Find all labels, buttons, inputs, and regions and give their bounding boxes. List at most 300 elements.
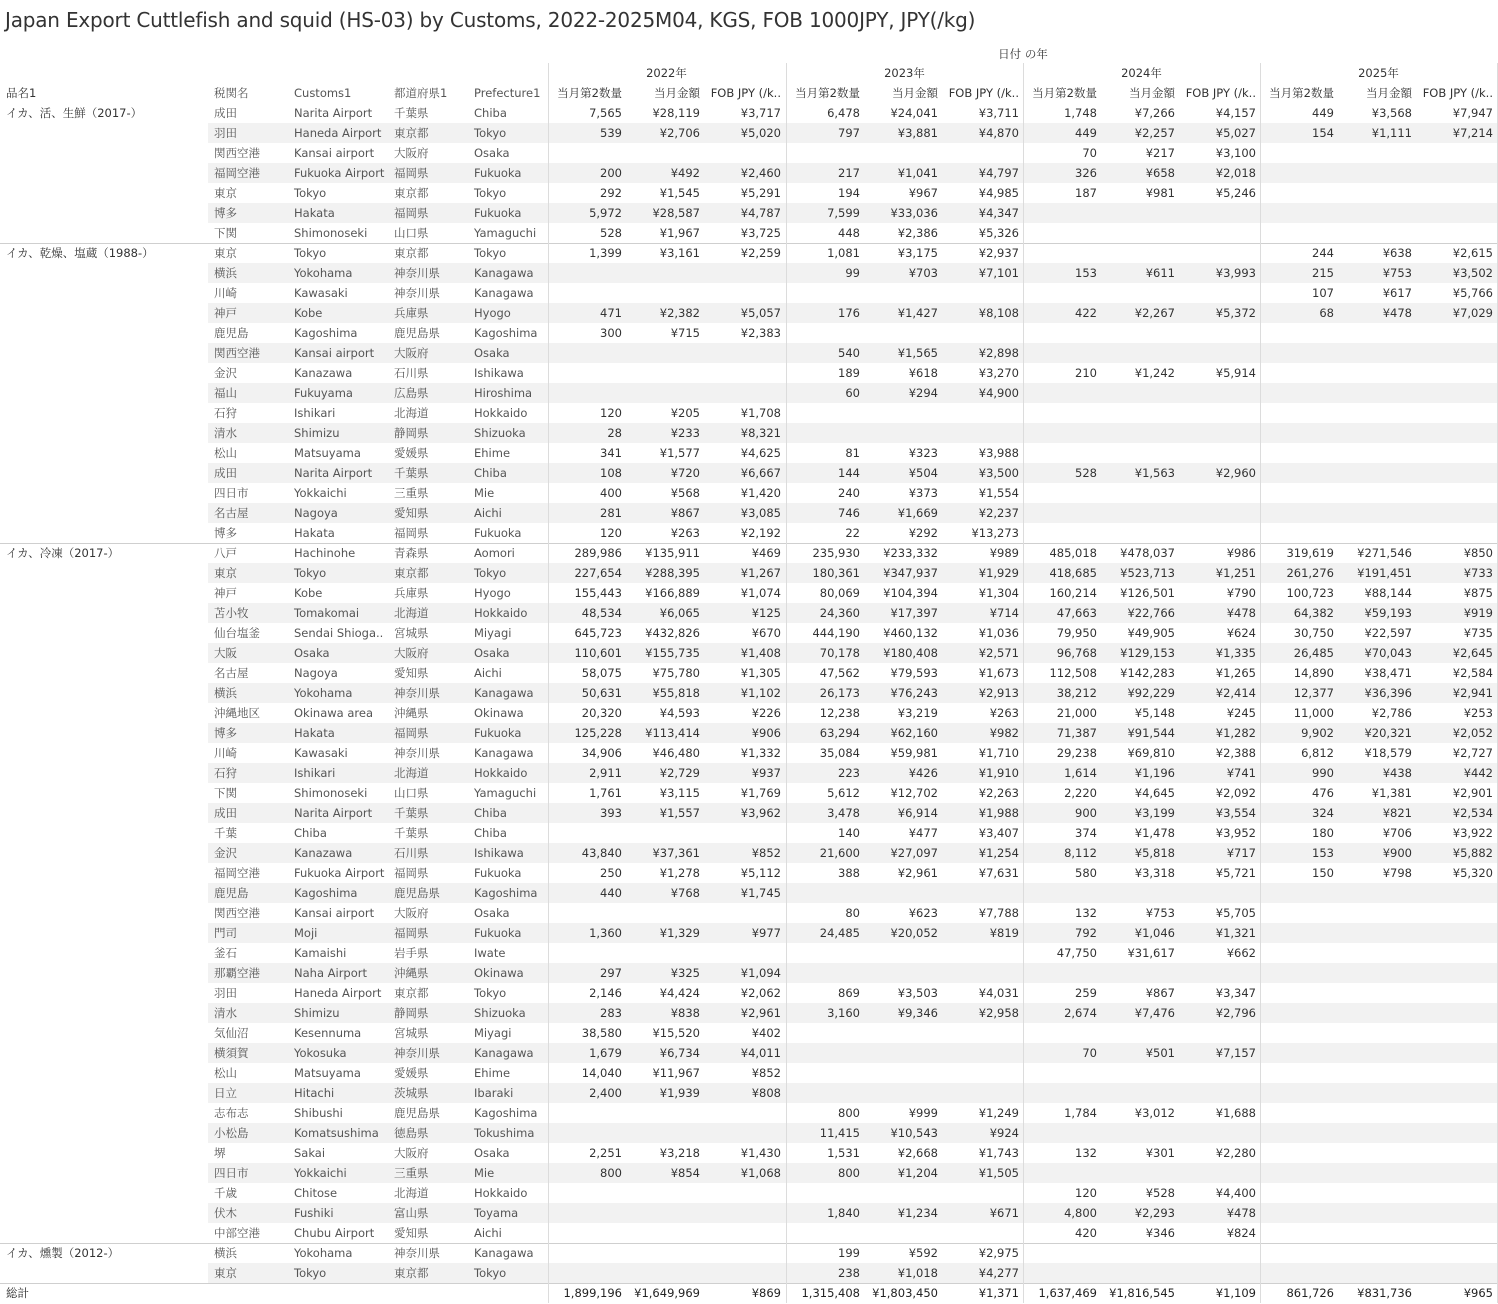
customs-ja-cell: 鹿児島	[214, 886, 249, 900]
quantity-cell: 26,485	[1293, 646, 1334, 660]
prefecture-ja-cell: 岩手県	[394, 946, 429, 960]
customs-en-cell: Fushiki	[294, 1206, 334, 1220]
prefecture-en-cell: Tokushima	[474, 1126, 535, 1140]
amount-cell: ¥1,234	[897, 1206, 938, 1220]
amount-cell: ¥753	[1382, 266, 1412, 280]
year-header: 2023年	[884, 66, 925, 80]
customs-en-cell: Komatsushima	[294, 1126, 379, 1140]
prefecture-en-cell: Hokkaido	[474, 1186, 528, 1200]
unit-price-cell: ¥7,101	[978, 266, 1019, 280]
prefecture-ja-cell: 富山県	[394, 1206, 429, 1220]
table-row	[0, 423, 1498, 443]
amount-cell: ¥4,645	[1134, 786, 1175, 800]
prefecture-ja-cell: 神奈川県	[394, 266, 440, 280]
quantity-cell: 2,251	[589, 1146, 622, 1160]
quantity-cell: 326	[1075, 166, 1097, 180]
unit-price-cell: ¥1,688	[1215, 1106, 1256, 1120]
table-row	[0, 663, 1498, 683]
unit-price-cell: ¥5,246	[1215, 186, 1256, 200]
customs-en-cell: Tokyo	[294, 566, 327, 580]
prefecture-ja-cell: 宮城県	[394, 1026, 429, 1040]
table-row	[0, 303, 1498, 323]
prefecture-ja-cell: 鹿児島県	[394, 886, 440, 900]
customs-en-cell: Kesennuma	[294, 1026, 362, 1040]
quantity-cell: 11,000	[1293, 706, 1334, 720]
customs-en-cell: Shimonoseki	[294, 226, 368, 240]
amount-cell: ¥1,545	[659, 186, 700, 200]
customs-en-cell: Naha Airport	[294, 966, 368, 980]
customs-en-cell: Moji	[294, 926, 318, 940]
amount-cell: ¥3,161	[659, 246, 700, 260]
unit-price-cell: ¥4,031	[978, 986, 1019, 1000]
customs-en-cell: Fukuoka Airport	[294, 166, 385, 180]
quantity-cell: 64,382	[1293, 606, 1334, 620]
unit-price-cell: ¥2,414	[1215, 686, 1256, 700]
prefecture-ja-cell: 愛媛県	[394, 1066, 429, 1080]
quantity-cell: 160,214	[1049, 586, 1097, 600]
prefecture-ja-cell: 千葉県	[394, 466, 429, 480]
prefecture-en-cell: Fukuoka	[474, 526, 522, 540]
year-divider	[786, 63, 787, 1303]
quantity-cell: 448	[838, 226, 860, 240]
quantity-cell: 5,972	[589, 206, 622, 220]
quantity-cell: 107	[1312, 286, 1334, 300]
amount-cell: ¥15,520	[652, 1026, 700, 1040]
customs-en-cell: Kagoshima	[294, 326, 358, 340]
unit-price-cell: ¥5,291	[740, 186, 781, 200]
amount-cell: ¥20,321	[1364, 726, 1412, 740]
unit-price-cell: ¥2,941	[1452, 686, 1493, 700]
unit-price-cell: ¥808	[751, 1086, 781, 1100]
unit-price-cell: ¥4,347	[978, 206, 1019, 220]
quantity-cell: 2,911	[589, 766, 622, 780]
quantity-cell: 154	[1312, 126, 1334, 140]
customs-ja-cell: 横浜	[214, 266, 237, 280]
unit-price-cell: ¥3,500	[978, 466, 1019, 480]
quantity-cell: 215	[1312, 266, 1334, 280]
prefecture-ja-cell: 愛媛県	[394, 446, 429, 460]
quantity-cell: 449	[1312, 106, 1334, 120]
amount-cell: ¥753	[1145, 906, 1175, 920]
prefecture-ja-cell: 北海道	[394, 606, 429, 620]
amount-cell: ¥79,593	[890, 666, 938, 680]
prefecture-en-cell: Hyogo	[474, 586, 511, 600]
customs-ja-cell: 東京	[214, 566, 237, 580]
prefecture-ja-cell: 神奈川県	[394, 286, 440, 300]
table-row	[0, 1003, 1498, 1023]
prefecture-en-cell: Kanagawa	[474, 686, 534, 700]
amount-cell: ¥31,617	[1127, 946, 1175, 960]
quantity-cell: 4,800	[1064, 1206, 1097, 1220]
prefecture-ja-cell: 愛知県	[394, 666, 429, 680]
amount-cell: ¥292	[908, 526, 938, 540]
prefecture-ja-cell: 東京都	[394, 986, 429, 1000]
amount-cell: ¥568	[670, 486, 700, 500]
year-header: 2022年	[646, 66, 687, 80]
unit-price-cell: ¥790	[1226, 586, 1256, 600]
amount-cell: ¥981	[1145, 186, 1175, 200]
unit-price-cell: ¥3,100	[1215, 146, 1256, 160]
measure-header: 当月金額	[892, 86, 938, 100]
quantity-cell: 281	[600, 506, 622, 520]
amount-cell: ¥426	[908, 766, 938, 780]
customs-ja-cell: 福岡空港	[214, 866, 260, 880]
unit-price-cell: ¥717	[1226, 846, 1256, 860]
table-row	[0, 243, 1498, 263]
customs-ja-cell: 鹿児島	[214, 326, 249, 340]
amount-cell: ¥618	[908, 366, 938, 380]
customs-en-cell: Tokyo	[294, 1266, 327, 1280]
unit-price-cell: ¥4,625	[740, 446, 781, 460]
prefecture-ja-cell: 東京都	[394, 186, 429, 200]
prefecture-ja-cell: 大阪府	[394, 1146, 429, 1160]
unit-price-cell: ¥2,727	[1452, 746, 1493, 760]
amount-cell: ¥166,889	[645, 586, 700, 600]
amount-cell: ¥75,780	[652, 666, 700, 680]
unit-price-cell: ¥2,961	[740, 1006, 781, 1020]
table-row	[0, 1123, 1498, 1143]
quantity-cell: 110,601	[574, 646, 622, 660]
unit-price-cell: ¥1,282	[1215, 726, 1256, 740]
unit-price-cell: ¥1,554	[978, 486, 1019, 500]
prefecture-ja-cell: 神奈川県	[394, 1046, 440, 1060]
customs-en-cell: Tomakomai	[294, 606, 360, 620]
quantity-cell: 289,986	[574, 546, 622, 560]
customs-en-cell: Chitose	[294, 1186, 338, 1200]
quantity-cell: 24,360	[819, 606, 860, 620]
prefecture-en-cell: Hokkaido	[474, 766, 528, 780]
amount-cell: ¥346	[1145, 1226, 1175, 1240]
unit-price-cell: ¥3,554	[1215, 806, 1256, 820]
prefecture-en-cell: Fukuoka	[474, 166, 522, 180]
column-group-label: 日付 の年	[998, 47, 1048, 61]
amount-cell: ¥900	[1382, 846, 1412, 860]
customs-ja-cell: 羽田	[214, 986, 237, 1000]
prefecture-ja-cell: 東京都	[394, 566, 429, 580]
customs-en-cell: Matsuyama	[294, 446, 361, 460]
customs-en-cell: Shibushi	[294, 1106, 343, 1120]
amount-cell: ¥301	[1145, 1146, 1175, 1160]
unit-price-cell: ¥2,584	[1452, 666, 1493, 680]
unit-price-cell: ¥2,460	[740, 166, 781, 180]
prefecture-en-cell: Hokkaido	[474, 406, 528, 420]
customs-en-cell: Ishikari	[294, 766, 336, 780]
unit-price-cell: ¥1,265	[1215, 666, 1256, 680]
unit-price-cell: ¥5,320	[1452, 866, 1493, 880]
table-row	[0, 1183, 1498, 1203]
unit-price-cell: ¥2,280	[1215, 1146, 1256, 1160]
amount-cell: ¥294	[908, 386, 938, 400]
quantity-cell: 900	[1075, 806, 1097, 820]
amount-cell: ¥59,193	[1364, 606, 1412, 620]
amount-cell: ¥3,568	[1371, 106, 1412, 120]
table-row	[0, 1083, 1498, 1103]
table-row	[0, 483, 1498, 503]
amount-cell: ¥2,668	[897, 1146, 938, 1160]
unit-price-cell: ¥1,321	[1215, 926, 1256, 940]
quantity-cell: 43,840	[581, 846, 622, 860]
unit-price-cell: ¥1,505	[978, 1166, 1019, 1180]
unit-price-cell: ¥2,052	[1452, 726, 1493, 740]
quantity-cell: 244	[1312, 246, 1334, 260]
quantity-cell: 1,748	[1064, 106, 1097, 120]
quantity-cell: 47,562	[819, 666, 860, 680]
unit-price-cell: ¥263	[989, 706, 1019, 720]
prefecture-ja-cell: 北海道	[394, 766, 429, 780]
quantity-cell: 11,415	[819, 1126, 860, 1140]
prefecture-ja-cell: 三重県	[394, 486, 429, 500]
table-row	[0, 863, 1498, 883]
group-separator	[0, 543, 1498, 544]
quantity-cell: 180	[1312, 826, 1334, 840]
unit-price-cell: ¥1,254	[978, 846, 1019, 860]
unit-price-cell: ¥919	[1463, 606, 1493, 620]
prefecture-ja-cell: 静岡県	[394, 1006, 429, 1020]
prefecture-en-cell: Aichi	[474, 506, 502, 520]
customs-ja-cell: 名古屋	[214, 506, 249, 520]
amount-cell: ¥46,480	[652, 746, 700, 760]
table-row	[0, 1063, 1498, 1083]
prefecture-ja-cell: 東京都	[394, 1266, 429, 1280]
unit-price-cell: ¥2,192	[740, 526, 781, 540]
prefecture-en-cell: Tokyo	[474, 186, 507, 200]
amount-cell: ¥798	[1382, 866, 1412, 880]
amount-cell: ¥477	[908, 826, 938, 840]
quantity-cell: 112,508	[1049, 666, 1097, 680]
customs-ja-cell: 羽田	[214, 126, 237, 140]
total-quantity-cell: 861,726	[1286, 1286, 1334, 1300]
unit-price-cell: ¥735	[1463, 626, 1493, 640]
quantity-cell: 120	[600, 406, 622, 420]
unit-price-cell: ¥3,502	[1452, 266, 1493, 280]
quantity-cell: 58,075	[581, 666, 622, 680]
amount-cell: ¥91,544	[1127, 726, 1175, 740]
customs-en-cell: Ishikari	[294, 406, 336, 420]
prefecture-en-cell: Chiba	[474, 466, 507, 480]
amount-cell: ¥1,478	[1134, 826, 1175, 840]
measure-header: 当月第2数量	[557, 86, 622, 100]
quantity-cell: 176	[838, 306, 860, 320]
amount-cell: ¥3,318	[1134, 866, 1175, 880]
prefecture-en-cell: Kagoshima	[474, 1106, 538, 1120]
amount-cell: ¥432,826	[645, 626, 700, 640]
unit-price-cell: ¥3,711	[978, 106, 1019, 120]
customs-ja-cell: 八戸	[214, 546, 237, 560]
table-row	[0, 963, 1498, 983]
amount-cell: ¥2,729	[659, 766, 700, 780]
amount-cell: ¥478,037	[1120, 546, 1175, 560]
prefecture-ja-cell: 宮城県	[394, 626, 429, 640]
total-quantity-cell: 1,315,408	[801, 1286, 860, 1300]
product-label: イカ、燻製（2012-）	[6, 1246, 120, 1260]
total-quantity-cell: 1,899,196	[563, 1286, 622, 1300]
total-label: 総計	[6, 1286, 29, 1300]
prefecture-ja-cell: 兵庫県	[394, 306, 429, 320]
quantity-cell: 2,674	[1064, 1006, 1097, 1020]
unit-price-cell: ¥1,251	[1215, 566, 1256, 580]
unit-price-cell: ¥3,922	[1452, 826, 1493, 840]
unit-price-cell: ¥1,304	[978, 586, 1019, 600]
unit-price-cell: ¥5,721	[1215, 866, 1256, 880]
customs-en-cell: Osaka	[294, 646, 330, 660]
quantity-cell: 259	[1075, 986, 1097, 1000]
amount-cell: ¥592	[908, 1246, 938, 1260]
unit-price-cell: ¥2,898	[978, 346, 1019, 360]
customs-ja-cell: 小松島	[214, 1126, 249, 1140]
amount-cell: ¥1,278	[659, 866, 700, 880]
row-header: Customs1	[294, 86, 352, 100]
customs-en-cell: Haneda Airport	[294, 986, 382, 1000]
customs-ja-cell: 成田	[214, 106, 237, 120]
customs-en-cell: Shimonoseki	[294, 786, 368, 800]
quantity-cell: 155,443	[574, 586, 622, 600]
unit-price-cell: ¥852	[751, 1066, 781, 1080]
prefecture-en-cell: Tokyo	[474, 986, 507, 1000]
prefecture-ja-cell: 広島県	[394, 386, 429, 400]
amount-cell: ¥28,587	[652, 206, 700, 220]
prefecture-en-cell: Mie	[474, 1166, 495, 1180]
amount-cell: ¥49,905	[1127, 626, 1175, 640]
amount-cell: ¥142,283	[1120, 666, 1175, 680]
quantity-cell: 422	[1075, 306, 1097, 320]
amount-cell: ¥528	[1145, 1186, 1175, 1200]
amount-cell: ¥288,395	[645, 566, 700, 580]
prefecture-ja-cell: 神奈川県	[394, 1246, 440, 1260]
unit-price-cell: ¥5,112	[740, 866, 781, 880]
total-amount-cell: ¥831,736	[1357, 1286, 1412, 1300]
quantity-cell: 7,599	[827, 206, 860, 220]
amount-cell: ¥1,204	[897, 1166, 938, 1180]
unit-price-cell: ¥850	[1463, 546, 1493, 560]
measure-header: 当月金額	[1129, 86, 1175, 100]
amount-cell: ¥271,546	[1357, 546, 1412, 560]
customs-ja-cell: 松山	[214, 446, 237, 460]
unit-price-cell: ¥2,383	[740, 326, 781, 340]
quantity-cell: 26,173	[819, 686, 860, 700]
unit-price-cell: ¥924	[989, 1126, 1019, 1140]
quantity-cell: 1,679	[589, 1046, 622, 1060]
prefecture-en-cell: Ehime	[474, 446, 511, 460]
unit-price-cell: ¥2,615	[1452, 246, 1493, 260]
prefecture-ja-cell: 沖縄県	[394, 966, 429, 980]
measure-header: FOB JPY (/k..	[1185, 86, 1256, 100]
customs-ja-cell: 松山	[214, 1066, 237, 1080]
quantity-cell: 227,654	[574, 566, 622, 580]
customs-ja-cell: 四日市	[214, 1166, 249, 1180]
measure-header: 当月第2数量	[1032, 86, 1097, 100]
table-row	[0, 183, 1498, 203]
customs-en-cell: Tokyo	[294, 186, 327, 200]
table-row	[0, 1223, 1498, 1243]
amount-cell: ¥323	[908, 446, 938, 460]
quantity-cell: 6,478	[827, 106, 860, 120]
quantity-cell: 132	[1075, 906, 1097, 920]
unit-price-cell: ¥3,993	[1215, 266, 1256, 280]
quantity-cell: 300	[600, 326, 622, 340]
table-row	[0, 1263, 1498, 1283]
amount-cell: ¥460,132	[883, 626, 938, 640]
quantity-cell: 34,906	[581, 746, 622, 760]
unit-price-cell: ¥3,085	[740, 506, 781, 520]
unit-price-cell: ¥5,766	[1452, 286, 1493, 300]
unit-price-cell: ¥1,332	[740, 746, 781, 760]
quantity-cell: 990	[1312, 766, 1334, 780]
prefecture-en-cell: Yamaguchi	[474, 226, 537, 240]
unit-price-cell: ¥3,725	[740, 226, 781, 240]
prefecture-en-cell: Kanagawa	[474, 1046, 534, 1060]
quantity-cell: 540	[838, 346, 860, 360]
prefecture-en-cell: Osaka	[474, 346, 510, 360]
prefecture-ja-cell: 神奈川県	[394, 746, 440, 760]
customs-en-cell: Fukuyama	[294, 386, 353, 400]
year-divider	[1260, 63, 1261, 1303]
table-row	[0, 763, 1498, 783]
table-row	[0, 643, 1498, 663]
amount-cell: ¥1,427	[897, 306, 938, 320]
prefecture-en-cell: Kanagawa	[474, 266, 534, 280]
amount-cell: ¥28,119	[652, 106, 700, 120]
unit-price-cell: ¥733	[1463, 566, 1493, 580]
amount-cell: ¥69,810	[1127, 746, 1175, 760]
customs-en-cell: Hakata	[294, 206, 335, 220]
table-row	[0, 223, 1498, 243]
unit-price-cell: ¥2,263	[978, 786, 1019, 800]
quantity-cell: 283	[600, 1006, 622, 1020]
customs-ja-cell: 川崎	[214, 746, 237, 760]
customs-ja-cell: 石狩	[214, 766, 237, 780]
quantity-cell: 235,930	[812, 546, 860, 560]
amount-cell: ¥7,476	[1134, 1006, 1175, 1020]
amount-cell: ¥22,597	[1364, 626, 1412, 640]
prefecture-ja-cell: 鹿児島県	[394, 1106, 440, 1120]
quantity-cell: 580	[1075, 866, 1097, 880]
unit-price-cell: ¥2,388	[1215, 746, 1256, 760]
unit-price-cell: ¥2,062	[740, 986, 781, 1000]
customs-ja-cell: 清水	[214, 426, 237, 440]
amount-cell: ¥638	[1382, 246, 1412, 260]
quantity-cell: 47,750	[1056, 946, 1097, 960]
prefecture-en-cell: Fukuoka	[474, 726, 522, 740]
amount-cell: ¥867	[1145, 986, 1175, 1000]
amount-cell: ¥854	[670, 1166, 700, 1180]
unit-price-cell: ¥3,988	[978, 446, 1019, 460]
quantity-cell: 187	[1075, 186, 1097, 200]
customs-ja-cell: 金沢	[214, 366, 237, 380]
customs-en-cell: Kanazawa	[294, 366, 353, 380]
amount-cell: ¥1,046	[1134, 926, 1175, 940]
customs-ja-cell: 下関	[214, 226, 237, 240]
unit-price-cell: ¥2,796	[1215, 1006, 1256, 1020]
amount-cell: ¥6,065	[659, 606, 700, 620]
prefecture-ja-cell: 大阪府	[394, 646, 429, 660]
amount-cell: ¥2,386	[897, 226, 938, 240]
prefecture-ja-cell: 静岡県	[394, 426, 429, 440]
amount-cell: ¥1,939	[659, 1086, 700, 1100]
prefecture-en-cell: Fukuoka	[474, 926, 522, 940]
customs-ja-cell: 横浜	[214, 686, 237, 700]
customs-ja-cell: 志布志	[214, 1106, 249, 1120]
amount-cell: ¥88,144	[1364, 586, 1412, 600]
unit-price-cell: ¥1,430	[740, 1146, 781, 1160]
total-row	[0, 1283, 1498, 1303]
quantity-cell: 21,000	[1056, 706, 1097, 720]
prefecture-ja-cell: 愛知県	[394, 1226, 429, 1240]
customs-ja-cell: 博多	[214, 726, 237, 740]
prefecture-ja-cell: 徳島県	[394, 1126, 429, 1140]
quantity-cell: 189	[838, 366, 860, 380]
unit-price-cell: ¥7,947	[1452, 106, 1493, 120]
amount-cell: ¥347,937	[883, 566, 938, 580]
